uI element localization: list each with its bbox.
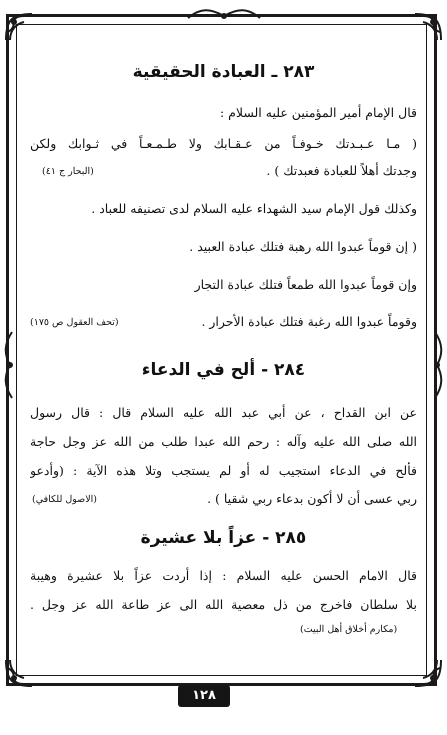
source-citation: (تحف العقول ص ١٧٥) [30,317,119,328]
text-line: ( مـا عـبـدتك خـوفـاً من عـقـابك ولا طـمـعـاً في ثـوابك ولكن [30,136,417,151]
source-citation: (الاصول للكافي) [32,494,98,505]
text-line: قال الامام الحسن عليه السلام : إذا أردت عزاً بلا عشيرة وهيبة [30,568,417,583]
source-citation: (البحار ج ٤١) [42,166,94,177]
text-line: قال الإمام أمير المؤمنين عليه السلام : [219,105,417,120]
text-line: وإن قوماً عبدوا الله طمعاً فتلك عبادة التجار [194,277,417,292]
section-title: ٢٨٥ - عزاً بلا عشيرة [140,528,307,548]
text-line: وجدتك أهلاً للعبادة فعبدتك ) . [266,163,417,178]
section-title: ٢٨٤ - ألح في الدعاء [141,360,306,380]
section-title: ٢٨٣ ـ العبادة الحقيقية [132,62,315,82]
text-line: الله صلى الله عليه وآله : رحم الله عبدا طلب من الله عز وجل حاجة [30,434,417,449]
left-ornament-icon [2,330,16,400]
text-line: وكذلك قول الإمام سيد الشهداء عليه السلام لدى تصنيفه للعباد . [91,201,417,216]
text-line: بلا سلطان فاخرج من ذل معصية الله الى عز طاعة الله عز وجل . [30,597,417,612]
right-ornament-icon [431,330,445,400]
text-line: وقوماً عبدوا الله رغبة فتلك عبادة الأحرار . [201,314,417,329]
source-citation: (مكارم أخلاق أهل البيت) [300,624,398,635]
corner-ornament-icon [2,10,36,44]
text-line: ربي عسى أن لا أكون بدعاء ربي شقيا ) . [207,491,417,506]
top-ornament-icon [186,6,262,22]
text-line: فألح في الدعاء استجيب له أو لم يستجب وتلا هذه الآية : (وأدعو [30,463,417,478]
text-line: عن ابن القداح ، عن أبي عبد الله عليه السلام قال : قال رسول [30,405,417,420]
text-line: ( إن قوماً عبدوا الله رهبة فتلك عبادة العبيد . [189,239,417,254]
corner-ornament-icon [411,10,445,44]
page-number: ١٢٨ [178,685,230,707]
page-content [30,40,417,670]
